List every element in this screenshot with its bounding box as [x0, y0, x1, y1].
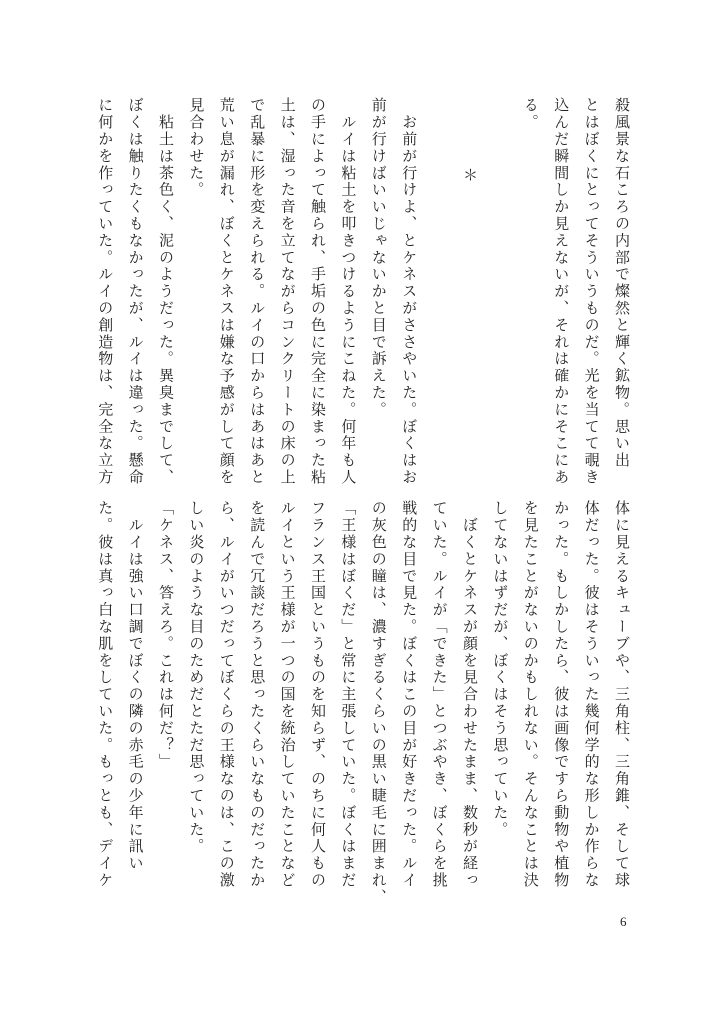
text-column: 「王様はぼくだ」と常に主張していた。ぼくはまだ: [339, 500, 358, 889]
text-column: してないはずだが、ぼくはそう思っていた。: [491, 500, 510, 838]
text-column: 込んだ瞬間しか見えないが、それは確かにそこにあ: [552, 97, 571, 486]
text-block-top: [0, 97, 718, 486]
text-column: 荒い息が漏れ、ぼくとケネスは嫌な予感がして顔を: [217, 97, 236, 486]
text-column: とはぼくにとってそういうものだ。光を当てて覗き: [582, 97, 601, 486]
text-column: を読んで冗談だろうと思ったくらいなものだったか: [248, 500, 267, 889]
text-column: かった。もしかしたら、彼は画像ですら動物や植物: [552, 500, 571, 889]
text-column: 粘土は茶色く、泥のようだった。異臭までして、: [157, 97, 175, 486]
page-number: 6: [620, 914, 627, 929]
text-column: を見たことがないのかもしれない。そんなことは決: [521, 500, 540, 889]
text-column: 前が行けばいいじゃないかと目で訴えた。: [369, 97, 388, 419]
text-column: ら、ルイがいつだってぼくらの王様なのは、この激: [217, 500, 236, 889]
text-column: 体だった。彼はそういった幾何学的な形しか作らな: [582, 500, 601, 889]
text-block-bottom: [0, 500, 718, 906]
text-column: 体に見えるキューブや、三角柱、三角錐、そして球: [613, 500, 631, 889]
text-column: しい炎のような目のためだとただ思っていた。: [187, 500, 206, 855]
text-column: 殺風景な石ころの内部で燦然と輝く鉱物。思い出: [613, 97, 631, 469]
text-column: 「ケネス、答えろ。これは何だ？」: [157, 500, 175, 771]
text-column: 見合わせた。: [187, 97, 206, 199]
text-column: ルイという王様が一つの国を統治していたことなど: [278, 500, 297, 889]
text-column: 戦的な目で見た。ぼくはこの目が好きだった。ルイ: [400, 500, 419, 889]
text-column: ルイは粘土を叩きつけるようにこねた。何年も人: [339, 97, 358, 486]
section-break-asterisk: ＊: [461, 167, 479, 184]
text-column: の灰色の瞳は、濃すぎるくらいの黒い睫毛に囲まれ、: [369, 500, 388, 906]
text-column: る。: [521, 97, 540, 131]
text-column: に何かを作っていた。ルイの創造物は、完全な立方: [96, 97, 115, 486]
text-column: で乱暴に形を変えられる。ルイの口からはあはあと: [248, 97, 267, 486]
text-column: ぼくとケネスが顔を見合わせたまま、数秒が経っ: [461, 500, 479, 889]
text-column: ルイは強い口調でぼくの隣の赤毛の少年に訊い: [126, 500, 145, 872]
text-column: ぼくは触りたくもなかったが、ルイは違った。懸命: [126, 97, 145, 486]
text-column: フランス王国というものを知らず、のちに何人もの: [309, 500, 327, 889]
text-column: 土は、湿った音を立てながらコンクリートの床の上: [278, 97, 297, 486]
text-column: ていた。ルイが「できた」とつぶやき、ぼくらを挑: [430, 500, 449, 889]
text-column: お前が行けよ、とケネスがささやいた。ぼくはお: [400, 97, 419, 486]
text-column: た。彼は真っ白な肌をしていた。もっとも、デイケ: [96, 500, 115, 889]
text-column: の手によって触られ、手垢の色に完全に染まった粘: [309, 97, 327, 486]
